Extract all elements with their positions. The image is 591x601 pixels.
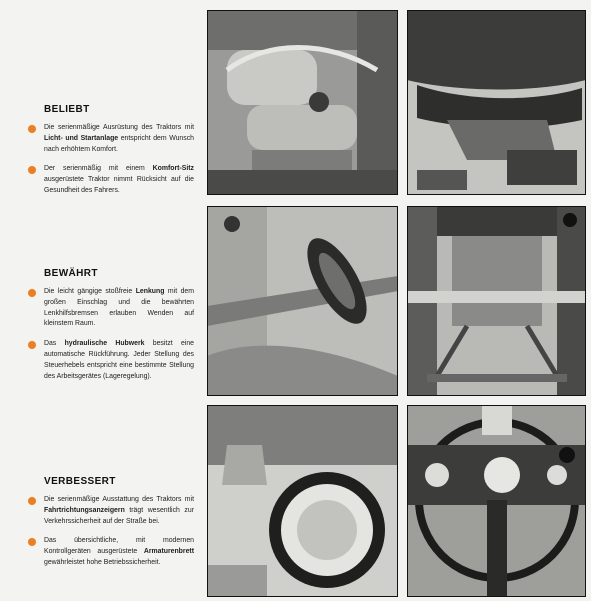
list-item [28,536,194,568]
photo-headlight-indicator [207,405,398,597]
list-item [28,123,194,155]
photo-comfort-seat [407,10,586,195]
show-through-text [12,72,15,83]
list-item [28,287,194,330]
item-text: Die serienmäßige Ausrüstung des Traktors mit Licht- und Startanlage entspricht dem Wunsch nach erhöhtem Komfort. [44,124,194,153]
section-verbessert [28,476,194,578]
section-heading: BELIEBT [44,104,90,115]
list-item [28,164,194,196]
photo-starter-battery [207,10,398,195]
item-text: Das übersichtliche, mit modernen Kontrollgeräten ausgerüstete Armaturenbrett gewährleistet hohe Betriebssicherheit. [44,537,194,566]
photo-dashboard [407,405,586,597]
list-item [28,339,194,382]
list-item [28,495,194,527]
section-bewaehrt [28,268,194,391]
section-heading: BEWÄHRT [44,268,98,279]
photo-hydraulic-linkage [407,206,586,396]
orange-bullet-icon [28,497,36,505]
photo-steering [207,206,398,396]
orange-bullet-icon [28,166,36,174]
item-text: Das hydraulische Hubwerk besitzt eine automatische Rückführung. Jeder Stellung des Steuerhebels entspricht eine bestimmte Stellung des Arbeitsgerätes (Lageregelung). [44,340,194,380]
item-text: Die leicht gängige stoßfreie Lenkung mit dem großen Einschlag und die bewährten Lenkhilfsbremsen erlauben Wenden auf kleinstem Raum. [44,288,195,328]
item-text: Der serienmäßig mit einem Komfort-Sitz ausgerüstete Traktor nimmt Rücksicht auf die Gesundheit des Fahrers. [44,165,194,194]
orange-bullet-icon [28,538,36,546]
section-beliebt [28,104,194,206]
orange-bullet-icon [28,341,36,349]
section-heading: VERBESSERT [44,476,116,487]
orange-bullet-icon [28,289,36,297]
orange-bullet-icon [28,125,36,133]
item-text: Die serienmäßige Ausstattung des Traktors mit Fahrtrichtungsanzeigern trägt wesentlich zur Verkehrssicherheit auf der Straße bei. [44,496,194,525]
